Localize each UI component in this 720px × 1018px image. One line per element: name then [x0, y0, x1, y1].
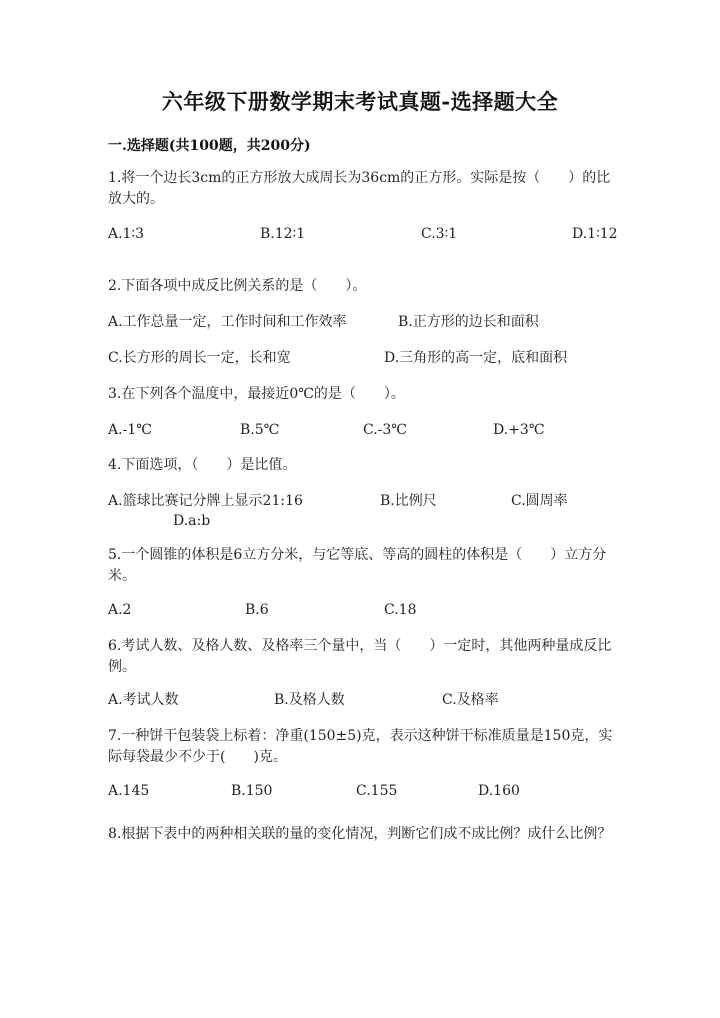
question-7-option-d[interactable]: D.160: [478, 783, 520, 799]
question-5-option-c[interactable]: C.18: [384, 602, 417, 618]
question-7-option-a[interactable]: A.145: [108, 783, 150, 799]
question-2-option-a[interactable]: A.工作总量一定，工作时间和工作效率: [108, 314, 347, 330]
section-heading: 一.选择题(共100题，共200分): [108, 138, 311, 154]
question-1-option-d[interactable]: D.1∶12: [572, 226, 618, 242]
question-7-stem: 7.一种饼干包装袋上标着：净重(150±5)克，表示这种饼干标准质量是150克，实际每袋最少不少于( )克。: [108, 728, 613, 765]
question-2-option-b[interactable]: B.正方形的边长和面积: [398, 314, 539, 330]
question-4-option-b[interactable]: B.比例尺: [380, 493, 437, 509]
question-6-option-c[interactable]: C.及格率: [442, 692, 499, 708]
question-8-stem: 8.根据下表中的两种相关联的量的变化情况，判断它们成不成比例？成什么比例？: [108, 826, 612, 842]
question-5-option-b[interactable]: B.6: [245, 602, 269, 618]
question-7-option-c[interactable]: C.155: [356, 783, 398, 799]
question-3-stem: 3.在下列各个温度中，最接近0℃的是（ ）。: [108, 386, 405, 402]
question-5-stem: 5.一个圆锥的体积是6立方分米，与它等底、等高的圆柱的体积是（ ）立方分米。: [108, 547, 607, 584]
question-3-option-c[interactable]: C.-3℃: [363, 422, 407, 438]
question-3-option-d[interactable]: D.+3℃: [493, 422, 545, 438]
question-6-option-b[interactable]: B.及格人数: [274, 692, 345, 708]
question-4-stem: 4.下面选项，（ ）是比值。: [108, 457, 297, 473]
question-1-option-a[interactable]: A.1∶3: [108, 226, 145, 242]
page-title: 六年级下册数学期末考试真题-选择题大全: [161, 89, 559, 114]
question-5-option-a[interactable]: A.2: [108, 602, 132, 618]
question-1-stem: 1.将一个边长3cm的正方形放大成周长为36cm的正方形。实际是按（ ）的比放大的。: [108, 170, 611, 207]
question-1-option-c[interactable]: C.3∶1: [421, 226, 458, 242]
question-6-stem: 6.考试人数、及格人数、及格率三个量中，当（ ）一定时，其他两种量成反比例。: [108, 638, 612, 675]
question-2-stem: 2.下面各项中成反比例关系的是（ ）。: [108, 278, 367, 294]
question-4-option-c[interactable]: C.圆周率: [511, 493, 568, 509]
question-3-option-a[interactable]: A.-1℃: [108, 422, 152, 438]
question-1-option-b[interactable]: B.12∶1: [260, 226, 306, 242]
question-2-option-d[interactable]: D.三角形的高一定，底和面积: [384, 350, 568, 366]
question-4-option-d[interactable]: D.a:b: [173, 513, 211, 529]
question-3-option-b[interactable]: B.5℃: [240, 422, 280, 438]
question-6-option-a[interactable]: A.考试人数: [108, 692, 179, 708]
question-7-option-b[interactable]: B.150: [231, 783, 273, 799]
question-2-option-c[interactable]: C.长方形的周长一定，长和宽: [108, 350, 291, 366]
question-4-option-a[interactable]: A.篮球比赛记分牌上显示21:16: [108, 493, 303, 509]
